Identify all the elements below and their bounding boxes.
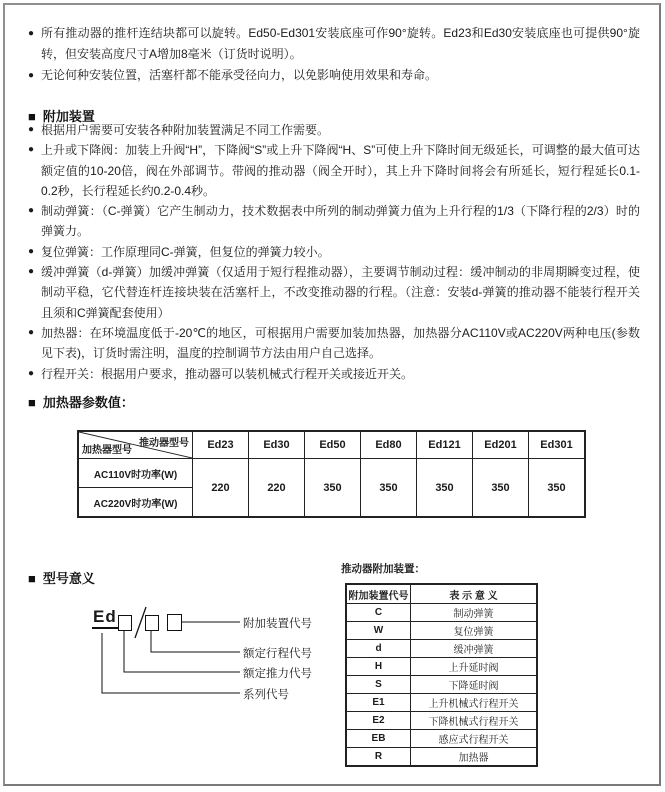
diagonal-header-cell — [78, 431, 193, 459]
diagram-label-stroke-code: 额定行程代号 — [243, 648, 312, 660]
bullet-icon: ● — [28, 70, 35, 81]
bullet-text: 所有推动器的推杆连结块都可以旋转。Ed50-Ed301安装底座可作90°旋转。Ed23和Ed30安装底座也可提供90°旋转，但安装高度尺寸A增加8毫米（订货时说明）。 — [41, 26, 640, 61]
code-cell: H — [346, 658, 411, 676]
diagram-label-series-code: 系列代号 — [243, 689, 289, 701]
meaning-cell: 上升延时阀 — [411, 658, 538, 676]
power-row-label: AC110V时功率(W) — [78, 459, 193, 488]
section-heading-heater-params — [28, 392, 134, 411]
list-item — [28, 262, 640, 323]
list-item — [28, 65, 640, 86]
bullet-icon: ● — [28, 28, 35, 39]
list-item — [28, 323, 640, 364]
table-row — [346, 730, 537, 748]
diagram-label-thrust-code: 额定推力代号 — [243, 668, 312, 680]
addon-code-box — [167, 614, 182, 631]
bullet-icon: ● — [28, 245, 35, 257]
meaning-cell: 缓冲弹簧 — [411, 640, 538, 658]
power-value: 220 — [249, 459, 305, 518]
column-header: Ed50 — [305, 431, 361, 459]
intro-bullet-list — [28, 23, 640, 86]
square-bullet-icon: ■ — [28, 109, 36, 124]
table-row — [346, 622, 537, 640]
stroke-code-box — [145, 615, 159, 631]
power-value: 350 — [473, 459, 529, 518]
series-prefix-label: Ed — [92, 608, 118, 629]
power-row-label: AC220V时功率(W) — [78, 488, 193, 518]
power-value: 350 — [417, 459, 473, 518]
power-value: 350 — [305, 459, 361, 518]
section-title: 型号意义 — [42, 571, 95, 586]
code-cell: EB — [346, 730, 411, 748]
code-cell: R — [346, 748, 411, 767]
corner-label-heater-model: 加热器型号 — [82, 445, 132, 456]
bullet-text: 制动弹簧：（C-弹簧）它产生制动力，技术数据表中所列的制动弹簧力值为上升行程的1/3（下降行程的2/3）时的弹簧力。 — [41, 204, 640, 239]
code-cell: E2 — [346, 712, 411, 730]
column-header: Ed80 — [361, 431, 417, 459]
square-bullet-icon: ■ — [28, 571, 36, 586]
power-value: 350 — [361, 459, 417, 518]
power-value: 350 — [529, 459, 586, 518]
code-cell: S — [346, 676, 411, 694]
bullet-text: 根据用户需要可安装各种附加装置满足不同工作需要。 — [41, 123, 330, 137]
table-row — [78, 459, 585, 488]
list-item — [28, 201, 640, 242]
list-item — [28, 140, 640, 201]
table-row — [346, 712, 537, 730]
bullet-text: 无论何种安装位置，活塞杆都不能承受径向力，以免影响使用效果和寿命。 — [41, 68, 438, 82]
codes-table-title: 推动器附加装置： — [341, 563, 425, 575]
bullet-icon: ● — [28, 205, 35, 217]
corner-label-actuator-model: 推动器型号 — [139, 438, 189, 449]
code-cell: C — [346, 604, 411, 622]
bullet-text: 行程开关：根据用户要求，推动器可以装机械式行程开关或接近开关。 — [41, 366, 414, 381]
column-header: 附加装置代号 — [346, 584, 411, 604]
bullet-icon: ● — [28, 326, 35, 338]
meaning-cell: 制动弹簧 — [411, 604, 538, 622]
square-bullet-icon: ■ — [28, 395, 36, 410]
meaning-cell: 感应式行程开关 — [411, 730, 538, 748]
bullet-text: 上升或下降阀：加装上升阀“H”，下降阀“S”或上升下降阀“H、S”可使上升下降时间无级延长，可调整的最大值可达额定值的10-20倍，阀在外部调节。带阀的推动器（阀全开时），其上升下降时间将会有所延长，短行程延长0.1-0.2秒，长行程延长约0.2-0.4秒。 — [41, 143, 640, 198]
heater-params-table — [77, 430, 586, 518]
meaning-cell: 上升机械式行程开关 — [411, 694, 538, 712]
table-row — [346, 694, 537, 712]
bullet-text: 缓冲弹簧（d-弹簧）加缓冲弹簧（仅适用于短行程推动器），主要调节制动过程：缓冲制动的非周期瞬变过程，使制动平稳，它代替连杆连接块装在活塞杆上，不改变推动器的行程。（注意：安装d-弹簧的推动器不能装行程开关且须和C弹簧配套使用） — [41, 265, 640, 320]
section-title: 加热器参数值： — [42, 395, 134, 410]
thrust-code-box — [118, 615, 132, 631]
section-heading-model-meaning — [28, 568, 95, 587]
power-value: 220 — [193, 459, 249, 518]
bullet-icon: ● — [28, 367, 35, 379]
list-item — [28, 23, 640, 65]
table-row — [346, 748, 537, 767]
table-header-row — [346, 584, 537, 604]
column-header: Ed121 — [417, 431, 473, 459]
table-row — [346, 604, 537, 622]
bullet-icon: ● — [28, 144, 35, 156]
column-header: Ed301 — [529, 431, 586, 459]
list-item — [28, 120, 640, 140]
bullet-text: 加热器：在环境温度低于-20℃的地区，可根据用户需要加装加热器，加热器分AC110V或AC220V两种电压(参数见下表)，订货时需注明，温度的控制调节方法由用户自己选择。 — [41, 325, 640, 361]
column-header: Ed201 — [473, 431, 529, 459]
code-cell: d — [346, 640, 411, 658]
addons-bullet-list — [28, 120, 640, 384]
bullet-icon: ● — [28, 266, 35, 278]
list-item — [28, 364, 640, 384]
column-header: 表 示 意 义 — [411, 584, 538, 604]
code-cell: E1 — [346, 694, 411, 712]
table-row — [346, 658, 537, 676]
code-cell: W — [346, 622, 411, 640]
bullet-icon: ● — [28, 124, 35, 135]
column-header: Ed23 — [193, 431, 249, 459]
table-header-row — [78, 431, 585, 459]
addon-codes-table — [345, 583, 538, 767]
table-row — [346, 640, 537, 658]
meaning-cell: 加热器 — [411, 748, 538, 767]
bullet-text: 复位弹簧：工作原理同C-弹簧，但复位的弹簧力较小。 — [41, 244, 330, 259]
meaning-cell: 下降机械式行程开关 — [411, 712, 538, 730]
table-row — [346, 676, 537, 694]
section-title: 附加装置 — [42, 109, 95, 124]
meaning-cell: 下降延时阀 — [411, 676, 538, 694]
column-header: Ed30 — [249, 431, 305, 459]
meaning-cell: 复位弹簧 — [411, 622, 538, 640]
diagram-label-addon-code: 附加装置代号 — [243, 618, 312, 630]
list-item — [28, 242, 640, 262]
